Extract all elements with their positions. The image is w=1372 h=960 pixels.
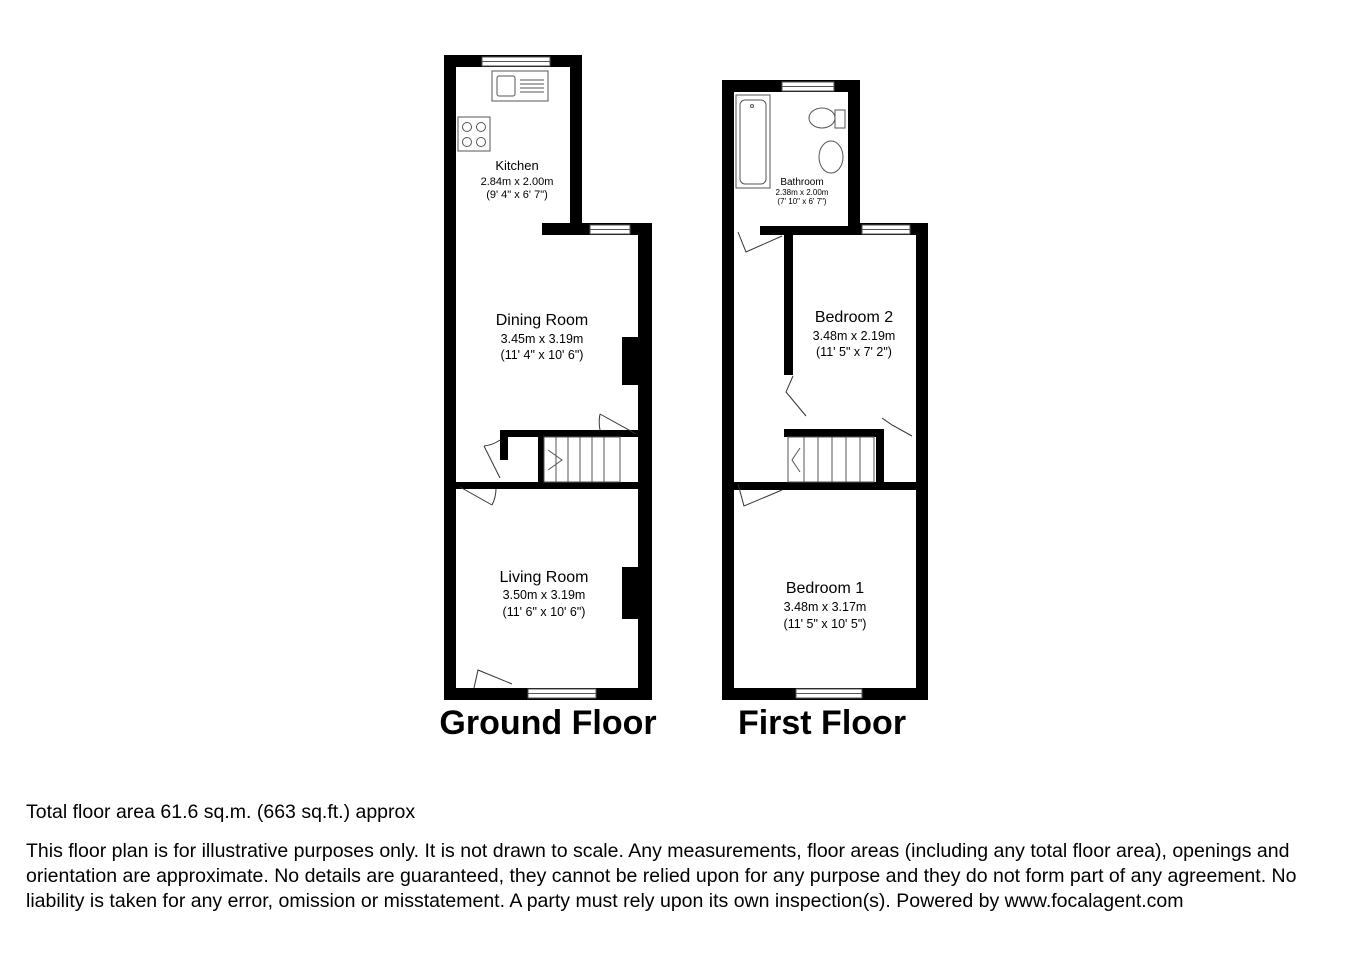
bedroom-2-metric: 3.48m x 2.19m xyxy=(812,329,896,343)
first-floor-stairs xyxy=(788,437,874,482)
first-floor-plan xyxy=(722,80,928,742)
bathroom-name: Bathroom xyxy=(780,177,824,188)
room-label-bedroom-2 xyxy=(813,309,896,359)
bathroom-fixtures xyxy=(736,95,845,188)
ground-floor-stairs xyxy=(544,437,620,482)
dining-room-name: Dining Room xyxy=(495,312,589,329)
room-label-bathroom xyxy=(776,177,829,206)
ground-floor-title: Ground Floor xyxy=(439,704,657,742)
bathroom-imperial: (7' 10" x 6' 7") xyxy=(777,197,827,206)
living-room-imperial: (11' 6" x 10' 6") xyxy=(502,605,586,619)
bedroom-2-name: Bedroom 2 xyxy=(814,309,894,326)
disclaimer-text: This floor plan is for illustrative purposes only. It is not drawn to scale. Any measurements, floor areas (including any total floor area), openings and orientation are approximate. No details are guaranteed, they cannot be relied upon for any purpose and they do not form part of any agreement. No liability is taken for any error, omission or misstatement. A party must rely upon its own inspection(s). Powered by www.focalagent.com xyxy=(26,840,1297,912)
ground-floor-doors xyxy=(460,414,636,688)
room-label-living-room xyxy=(500,569,589,619)
total-floor-area: Total floor area 61.6 sq.m. (663 sq.ft.) approx xyxy=(26,801,416,823)
footer xyxy=(26,800,1356,914)
ground-floor-plan xyxy=(439,55,656,742)
bedroom-1-name: Bedroom 1 xyxy=(785,580,865,597)
bedroom-1-metric: 3.48m x 3.17m xyxy=(783,600,867,614)
bathroom-metric: 2.38m x 2.00m xyxy=(775,188,829,197)
kitchen-name: Kitchen xyxy=(495,158,539,173)
living-room-metric: 3.50m x 3.19m xyxy=(502,588,586,602)
bedroom-1-imperial: (11' 5" x 10' 5") xyxy=(783,617,867,631)
first-floor-doors xyxy=(738,232,912,506)
bedroom-2-imperial: (11' 5" x 7' 2") xyxy=(816,345,892,359)
dining-room-imperial: (11' 4" x 10' 6") xyxy=(500,348,584,362)
kitchen-fixtures xyxy=(458,71,548,151)
room-label-dining-room xyxy=(496,312,588,362)
room-label-kitchen xyxy=(481,158,554,201)
kitchen-imperial: (9' 4" x 6' 7") xyxy=(486,189,548,201)
first-floor-title: First Floor xyxy=(737,704,907,742)
living-room-name: Living Room xyxy=(499,569,589,586)
kitchen-metric: 2.84m x 2.00m xyxy=(480,176,554,188)
room-label-bedroom-1 xyxy=(784,580,867,631)
ground-floor-walls xyxy=(444,55,652,700)
dining-room-metric: 3.45m x 3.19m xyxy=(500,332,584,346)
